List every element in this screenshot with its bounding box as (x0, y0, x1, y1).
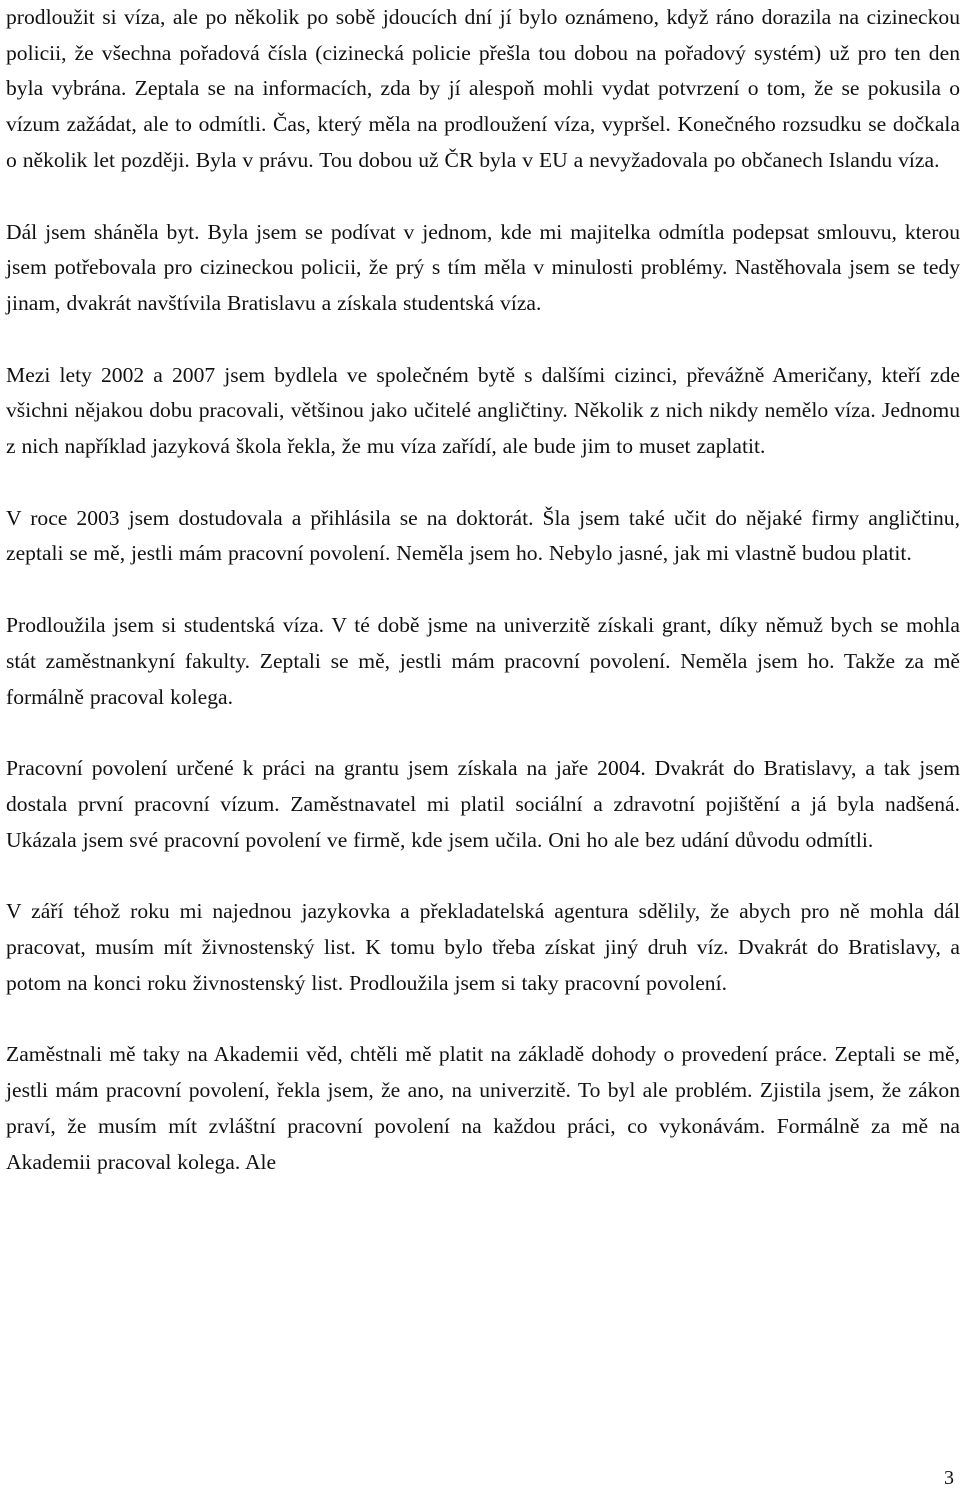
document-page (6, 0, 960, 1180)
paragraph-5: Prodloužila jsem si studentská víza. V té době jsme na univerzitě získali grant, díky němuž bych se mohla stát zaměstnankyní fakulty. Zeptali se mě, jestli mám pracovní povolení. Neměla jsem ho. Takže za mě formálně pracoval kolega. (6, 613, 960, 709)
page-number: 3 (944, 1467, 954, 1489)
paragraph-gap (6, 572, 960, 608)
paragraph-8: Zaměstnali mě taky na Akademii věd, chtěli mě platit na základě dohody o provedení práce. Zeptali se mě, jestli mám pracovní povolení, řekla jsem, že ano, na univerzitě. To byl ale problém. Zjistila jsem, že zákon praví, že musím mít zvláštní pracovní povolení na každou práci, co vykonávám. Formálně za mě na Akademii pracoval kolega. Ale (6, 1042, 960, 1174)
paragraph-gap (6, 715, 960, 751)
paragraph-1: prodloužit si víza, ale po několik po sobě jdoucích dní jí bylo oznámeno, když ráno dorazila na cizineckou policii, že všechna pořadová čísla (cizinecká policie přešla tou dobou na pořadový systém) už pro ten den byla vybrána. Zeptala se na informacích, zda by jí alespoň mohli vydat potvrzení o tom, že se pokusila o vízum zažádat, ale to odmítli. Čas, který měla na prodloužení víza, vypršel. Konečného rozsudku se dočkala o několik let později. Byla v právu. Tou dobou už ČR byla v EU a nevyžadovala po občanech Islandu víza. (6, 5, 960, 172)
paragraph-gap (6, 858, 960, 894)
paragraph-6: Pracovní povolení určené k práci na grantu jsem získala na jaře 2004. Dvakrát do Bratislavy, a tak jsem dostala první pracovní vízum. Zaměstnavatel mi platil sociální a zdravotní pojištění a já byla nadšená. Ukázala jsem své pracovní povolení ve firmě, kde jsem učila. Oni ho ale bez udání důvodu odmítli. (6, 756, 960, 852)
paragraph-3: Mezi lety 2002 a 2007 jsem bydlela ve společném bytě s dalšími cizinci, převážně Američany, kteří zde všichni nějakou dobu pracovali, většinou jako učitelé angličtiny. Několik z nich nikdy nemělo víza. Jednomu z nich například jazyková škola řekla, že mu víza zařídí, ale bude jim to muset zaplatit. (6, 362, 960, 459)
paragraph-4: V roce 2003 jsem dostudovala a přihlásila se na doktorát. Šla jsem také učit do nějaké firmy angličtinu, zeptali se mě, jestli mám pracovní povolení. Neměla jsem ho. Nebylo jasné, jak mi vlastně budou platit. (6, 505, 960, 566)
paragraph-2: Dál jsem sháněla byt. Byla jsem se podívat v jednom, kde mi majitelka odmítla podepsat smlouvu, kterou jsem potřebovala pro cizineckou policii, že prý s tím měla v minulosti problémy. Nastěhovala jsem se tedy jinam, dvakrát navštívila Bratislavu a získala studentská víza. (6, 219, 960, 315)
paragraph-gap (6, 465, 960, 501)
paragraph-gap (6, 179, 960, 215)
paragraph-gap (6, 322, 960, 358)
paragraph-7: V září téhož roku mi najednou jazykovka a překladatelská agentura sdělily, že abych pro ně mohla dál pracovat, musím mít živnostenský list. K tomu bylo třeba získat jiný druh víz. Dvakrát do Bratislavy, a potom na konci roku živnostenský list. Prodloužila jsem si taky pracovní povolení. (6, 899, 960, 995)
paragraph-gap (6, 1001, 960, 1037)
